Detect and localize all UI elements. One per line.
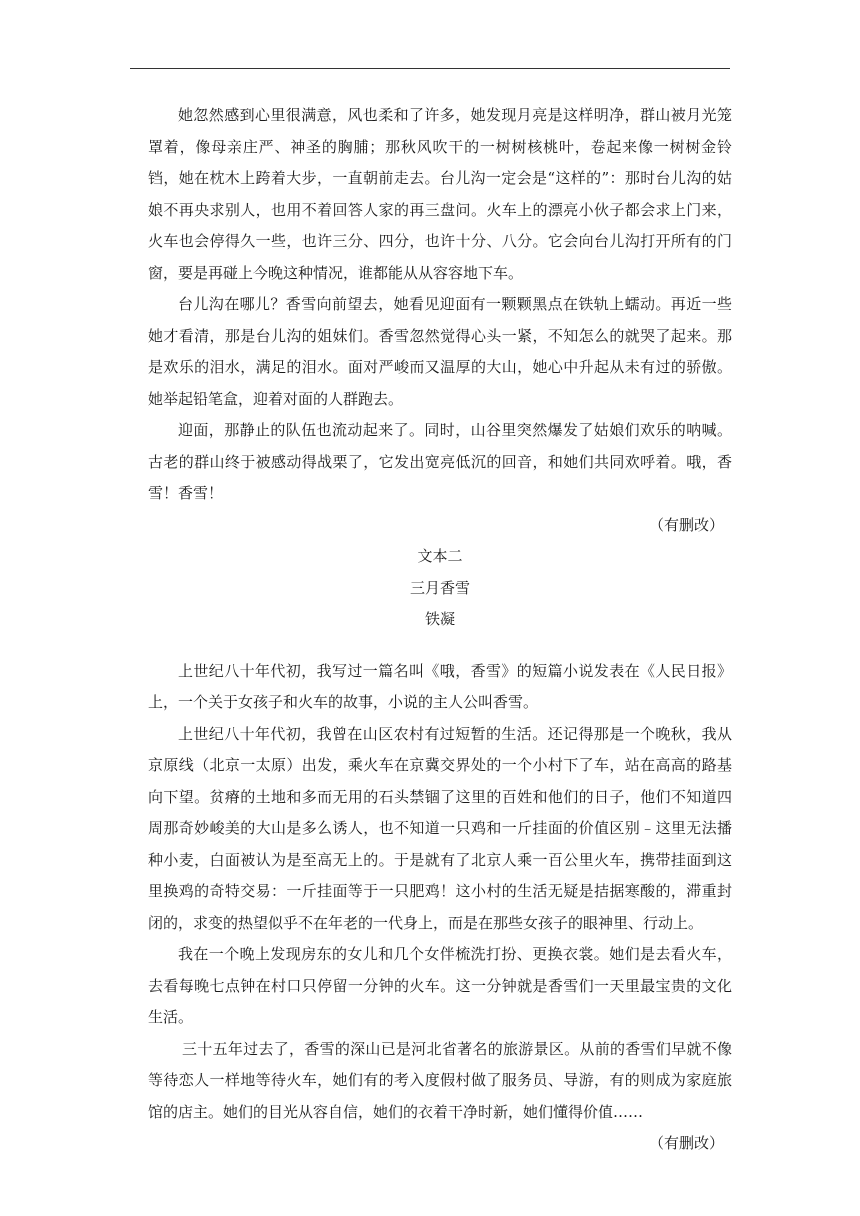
text2-paragraph-2: 上世纪八十年代初，我曾在山区农村有过短暂的生活。还记得那是一个晚秋，我从京原线（北京一太原）出发，乘火车在京冀交界处的一个小村下了车，站在高高的路基向下望。贫瘠的土地和多而无用的石头禁锢了这里的百姓和他们的日子，他们不知道四周那奇妙峻美的大山是多么诱人，也不知道一只鸡和一斤挂面的价值区别﹣这里无法播种小麦，白面被认为是至高无上的。于是就有了北京人乘一百公里火车，携带挂面到这里换鸡的奇特交易：一斤挂面等于一只肥鸡！这小村的生活无疑是拮据寒酸的，滞重封闭的，求变的热望似乎不在年老的一代身上，而是在那些女孩子的眼神里、行动上。	[148, 724, 732, 932]
text2-paragraph-4: 三十五年过去了，香雪的深山已是河北省著名的旅游景区。从前的香雪们早就不像等待恋人一样地等待火车，她们有的考入度假村做了服务员、导游，有的则成为家庭旅馆的店主。她们的目光从容自信，她们的衣着干净时新，她们懂得价值……	[148, 1039, 732, 1121]
text2-paragraph-1: 上世纪八十年代初，我写过一篇名叫《哦，香雪》的短篇小说发表在《人民日报》上，一个关于女孩子和火车的故事，小说的主人公叫香雪。	[148, 661, 732, 711]
text1-paragraph-3: 迎面，那静止的队伍也流动起来了。同时，山谷里突然爆发了姑娘们欢乐的呐喊。古老的群山终于被感动得战栗了，它发出宽亮低沉的回音，和她们共同欢呼着。哦，香雪！香雪！	[148, 421, 732, 502]
text2-edit-note: （有删改）	[648, 1134, 724, 1152]
text2-label: 文本二	[417, 547, 463, 565]
text2-paragraph-3: 我在一个晚上发现房东的女儿和几个女伴梳洗打扮、更换衣裳。她们是去看火车，去看每晚七点钟在村口只停留一分钟的火车。这一分钟就是香雪们一天里最宝贵的文化生活。	[148, 945, 732, 1026]
spacer	[148, 636, 732, 656]
text1-paragraph-1: 她忽然感到心里很满意，风也柔和了许多，她发现月亮是这样明净，群山被月光笼罩着，像母亲庄严、神圣的胸脯；那秋风吹干的一树树核桃叶，卷起来像一树树金铃铛，她在枕木上跨着大步，一直朝前走去。台儿沟一定会是“这样的”：那时台儿沟的姑娘不再央求别人，也用不着回答人家的再三盘问。火车上的漂亮小伙子都会求上门来，火车也会停得久一些，也许三分、四分，也许十分、八分。它会向台儿沟打开所有的门窗，要是再碰上今晚这种情况，谁都能从从容容地下车。	[148, 106, 732, 282]
text1-edit-note: （有删改）	[648, 515, 724, 534]
header-rule	[130, 68, 730, 69]
text1-paragraph-2: 台儿沟在哪儿？香雪向前望去，她看见迎面有一颗颗黑点在铁轨上蠕动。再近一些她才看清，那是台儿沟的姐妹们。香雪忽然觉得心头一紧，不知怎么的就哭了起来。那是欢乐的泪水，满足的泪水。面对严峻而又温厚的大山，她心中升起从未有过的骄傲。她举起铅笔盒，迎着对面的人群跑去。	[148, 295, 732, 408]
text2-author: 铁凝	[424, 610, 455, 628]
content-area	[148, 100, 732, 1160]
text2-title: 三月香雪	[409, 578, 470, 597]
